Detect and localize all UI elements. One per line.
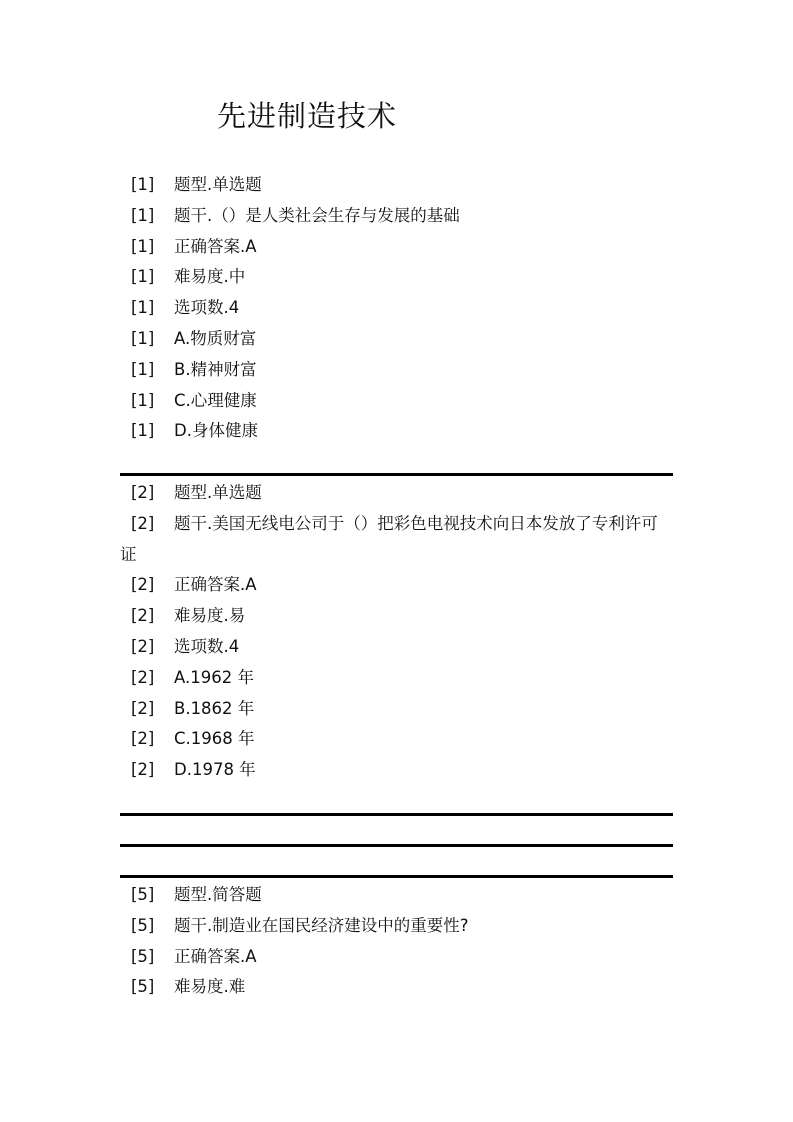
question-field: B.1862 年 xyxy=(174,698,255,718)
question-number: [1] xyxy=(131,390,155,410)
divider xyxy=(120,875,673,878)
document-title: 先进制造技术 xyxy=(217,99,398,133)
question-field: 正确答案.A xyxy=(174,575,257,595)
question-field: 题型.单选题 xyxy=(174,483,262,502)
question-5 xyxy=(120,880,673,1003)
divider xyxy=(120,473,673,476)
question-row xyxy=(120,170,673,201)
question-field: 正确答案.A xyxy=(174,236,257,256)
question-2 xyxy=(120,478,673,786)
question-number: [2] xyxy=(131,729,155,749)
question-field: D.1978 年 xyxy=(174,760,256,780)
question-field: 题型.简答题 xyxy=(174,885,262,904)
question-row xyxy=(120,911,673,942)
question-number: [1] xyxy=(131,205,155,225)
question-number: [1] xyxy=(131,236,155,256)
question-row xyxy=(120,724,673,755)
question-field: A.物质财富 xyxy=(174,328,257,348)
question-number: [5] xyxy=(131,977,155,997)
question-row xyxy=(120,232,673,263)
question-row xyxy=(120,601,673,632)
question-number: [2] xyxy=(131,513,155,533)
question-row xyxy=(120,694,673,725)
question-field: 正确答案.A xyxy=(174,946,257,966)
question-number: [1] xyxy=(131,267,155,287)
question-field: 题干.制造业在国民经济建设中的重要性? xyxy=(174,915,469,935)
question-row xyxy=(120,632,673,663)
question-field: D.身体健康 xyxy=(174,421,258,441)
question-number: [5] xyxy=(131,946,155,966)
question-field: A.1962 年 xyxy=(174,667,254,687)
question-field: B.精神财富 xyxy=(174,359,257,379)
question-number: [5] xyxy=(131,885,155,904)
question-number: [1] xyxy=(131,328,155,348)
question-row xyxy=(120,416,673,447)
question-field: 选项数.4 xyxy=(174,636,240,656)
question-row xyxy=(120,262,673,293)
question-row xyxy=(120,478,673,509)
question-row xyxy=(120,386,673,417)
question-row xyxy=(120,509,673,571)
question-number: [5] xyxy=(131,915,155,935)
question-row xyxy=(120,355,673,386)
divider xyxy=(120,844,673,847)
question-number: [2] xyxy=(131,698,155,718)
question-number: [2] xyxy=(131,483,155,502)
question-number: [2] xyxy=(131,760,155,780)
divider xyxy=(120,813,673,816)
question-row xyxy=(120,570,673,601)
question-field: C.心理健康 xyxy=(174,390,257,410)
question-1 xyxy=(120,170,673,447)
question-number: [1] xyxy=(131,359,155,379)
question-field: 题型.单选题 xyxy=(174,175,262,194)
question-field: 题干.美国无线电公司于（）把彩色电视技术向日本发放了专利许可证 xyxy=(120,513,658,564)
question-row xyxy=(120,972,673,1003)
question-number: [2] xyxy=(131,636,155,656)
question-number: [2] xyxy=(131,575,155,595)
question-row xyxy=(120,293,673,324)
question-field: 难易度.易 xyxy=(174,606,246,626)
question-number: [2] xyxy=(131,606,155,626)
question-field: 难易度.中 xyxy=(174,267,246,287)
question-field: 选项数.4 xyxy=(174,298,240,318)
question-number: [2] xyxy=(131,667,155,687)
question-field: 题干.（）是人类社会生存与发展的基础 xyxy=(174,205,460,225)
question-row xyxy=(120,663,673,694)
question-number: [1] xyxy=(131,175,155,194)
question-number: [1] xyxy=(131,421,155,441)
question-field: C.1968 年 xyxy=(174,729,255,749)
question-row xyxy=(120,201,673,232)
question-row xyxy=(120,880,673,911)
question-field: 难易度.难 xyxy=(174,977,246,997)
question-row xyxy=(120,942,673,973)
question-row xyxy=(120,755,673,786)
question-row xyxy=(120,324,673,355)
question-number: [1] xyxy=(131,298,155,318)
